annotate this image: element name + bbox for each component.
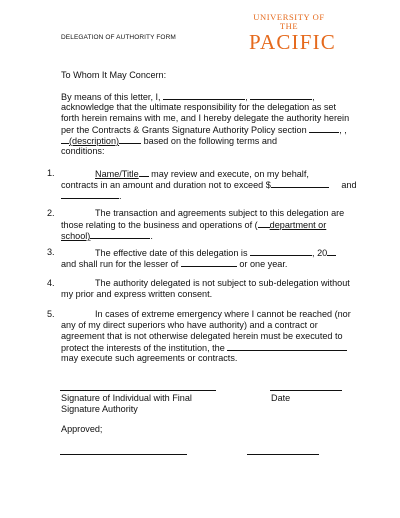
intro-policy-text: per the Contracts & Grants Signature Authority Policy section: [61, 125, 307, 135]
delegator-name-field[interactable]: [163, 91, 245, 100]
item-1-text: may review and execute, on my behalf,: [151, 169, 309, 179]
year-field[interactable]: [327, 247, 336, 256]
item-3-line-2: and shall run for the lesser of or one year.: [61, 259, 288, 269]
approval-date-line[interactable]: [247, 454, 319, 455]
item-5-line-3: agreement that is not otherwise delegated herein must be executed to: [61, 331, 343, 341]
logo-line-top: UNIVERSITY OF THE: [253, 12, 325, 31]
item-1-amount-text: contracts in an amount and duration not to exceed $: [61, 180, 271, 190]
signature-label-2: Signature Authority: [61, 404, 138, 414]
approved-label: Approved;: [61, 424, 103, 434]
item-4-text: The authority delegated is not subject to sub-delegation without: [95, 278, 350, 288]
description-field[interactable]: (description): [69, 136, 120, 146]
item-2-business-text: those relating to the business and operations of (: [61, 220, 258, 230]
item-4-number: 4.: [47, 278, 55, 288]
amount-field[interactable]: [271, 179, 329, 188]
item-1-number: 1.: [47, 168, 55, 178]
intro-punct: , ,: [339, 125, 347, 135]
school-field[interactable]: school): [61, 231, 91, 241]
item-1-and: and: [341, 180, 357, 190]
intro-comma: ,: [245, 92, 248, 102]
item-4-line-1: [61, 278, 350, 289]
item-3-line-1: The effective date of this delegation is , 20: [61, 247, 336, 259]
item-3-text: The effective date of this delegation is: [95, 248, 248, 258]
item-2-line-3: school) .: [61, 231, 153, 241]
form-title: DELEGATION OF AUTHORITY FORM: [61, 34, 176, 41]
intro-line-2: acknowledge that the ultimate responsibility for the delegation as set: [61, 102, 336, 112]
item-5-line-5: may execute such agreements or contracts.: [61, 353, 238, 363]
item-5-number: 5.: [47, 309, 55, 319]
intro-terms-text: based on the following terms and: [143, 136, 278, 146]
intro-text: By means of this letter, I,: [61, 92, 161, 102]
item-2-text: The transaction and agreements subject to this delegation are: [95, 208, 345, 218]
term-field[interactable]: [181, 258, 237, 267]
emergency-delegate-field[interactable]: [227, 342, 347, 351]
intro-line-6: conditions:: [61, 146, 105, 156]
item-2-number: 2.: [47, 208, 55, 218]
item-5-institution-text: protect the interests of the institution, the: [61, 343, 225, 353]
item-3-term-text: and shall run for the lesser of: [61, 259, 179, 269]
signature-line[interactable]: [60, 390, 216, 391]
item-5-line-1: [61, 309, 351, 320]
university-logo: [249, 12, 336, 54]
logo-line-main: PACIFIC: [249, 30, 336, 54]
salutation: To Whom It May Concern:: [61, 70, 167, 80]
item-4-line-2: my prior and express written consent.: [61, 289, 213, 299]
intro-line-1: By means of this letter, I, , ,: [61, 92, 315, 102]
signature-label-1: Signature of Individual with Final: [61, 393, 192, 403]
effective-date-field[interactable]: [250, 247, 312, 256]
intro-line-3: forth herein remains with me, and I hereby delegate the authority herein: [61, 113, 350, 123]
duration-field[interactable]: [61, 190, 119, 199]
date-label: Date: [271, 393, 291, 403]
approval-signature-line[interactable]: [60, 454, 187, 455]
item-3-number: 3.: [47, 247, 55, 257]
item-5-text: In cases of extreme emergency where I cannot be reached (nor: [95, 309, 351, 319]
item-5-line-2: any of my direct superiors who have authority) and a contract or: [61, 320, 318, 330]
name-title-field[interactable]: Name/Title: [95, 169, 139, 179]
policy-section-field[interactable]: [309, 124, 339, 133]
department-field[interactable]: department or: [269, 220, 327, 230]
item-1-line-3: .: [61, 190, 122, 202]
item-2-line-1: [61, 208, 344, 219]
delegator-title-field[interactable]: [250, 91, 312, 100]
date-line[interactable]: [270, 390, 342, 391]
